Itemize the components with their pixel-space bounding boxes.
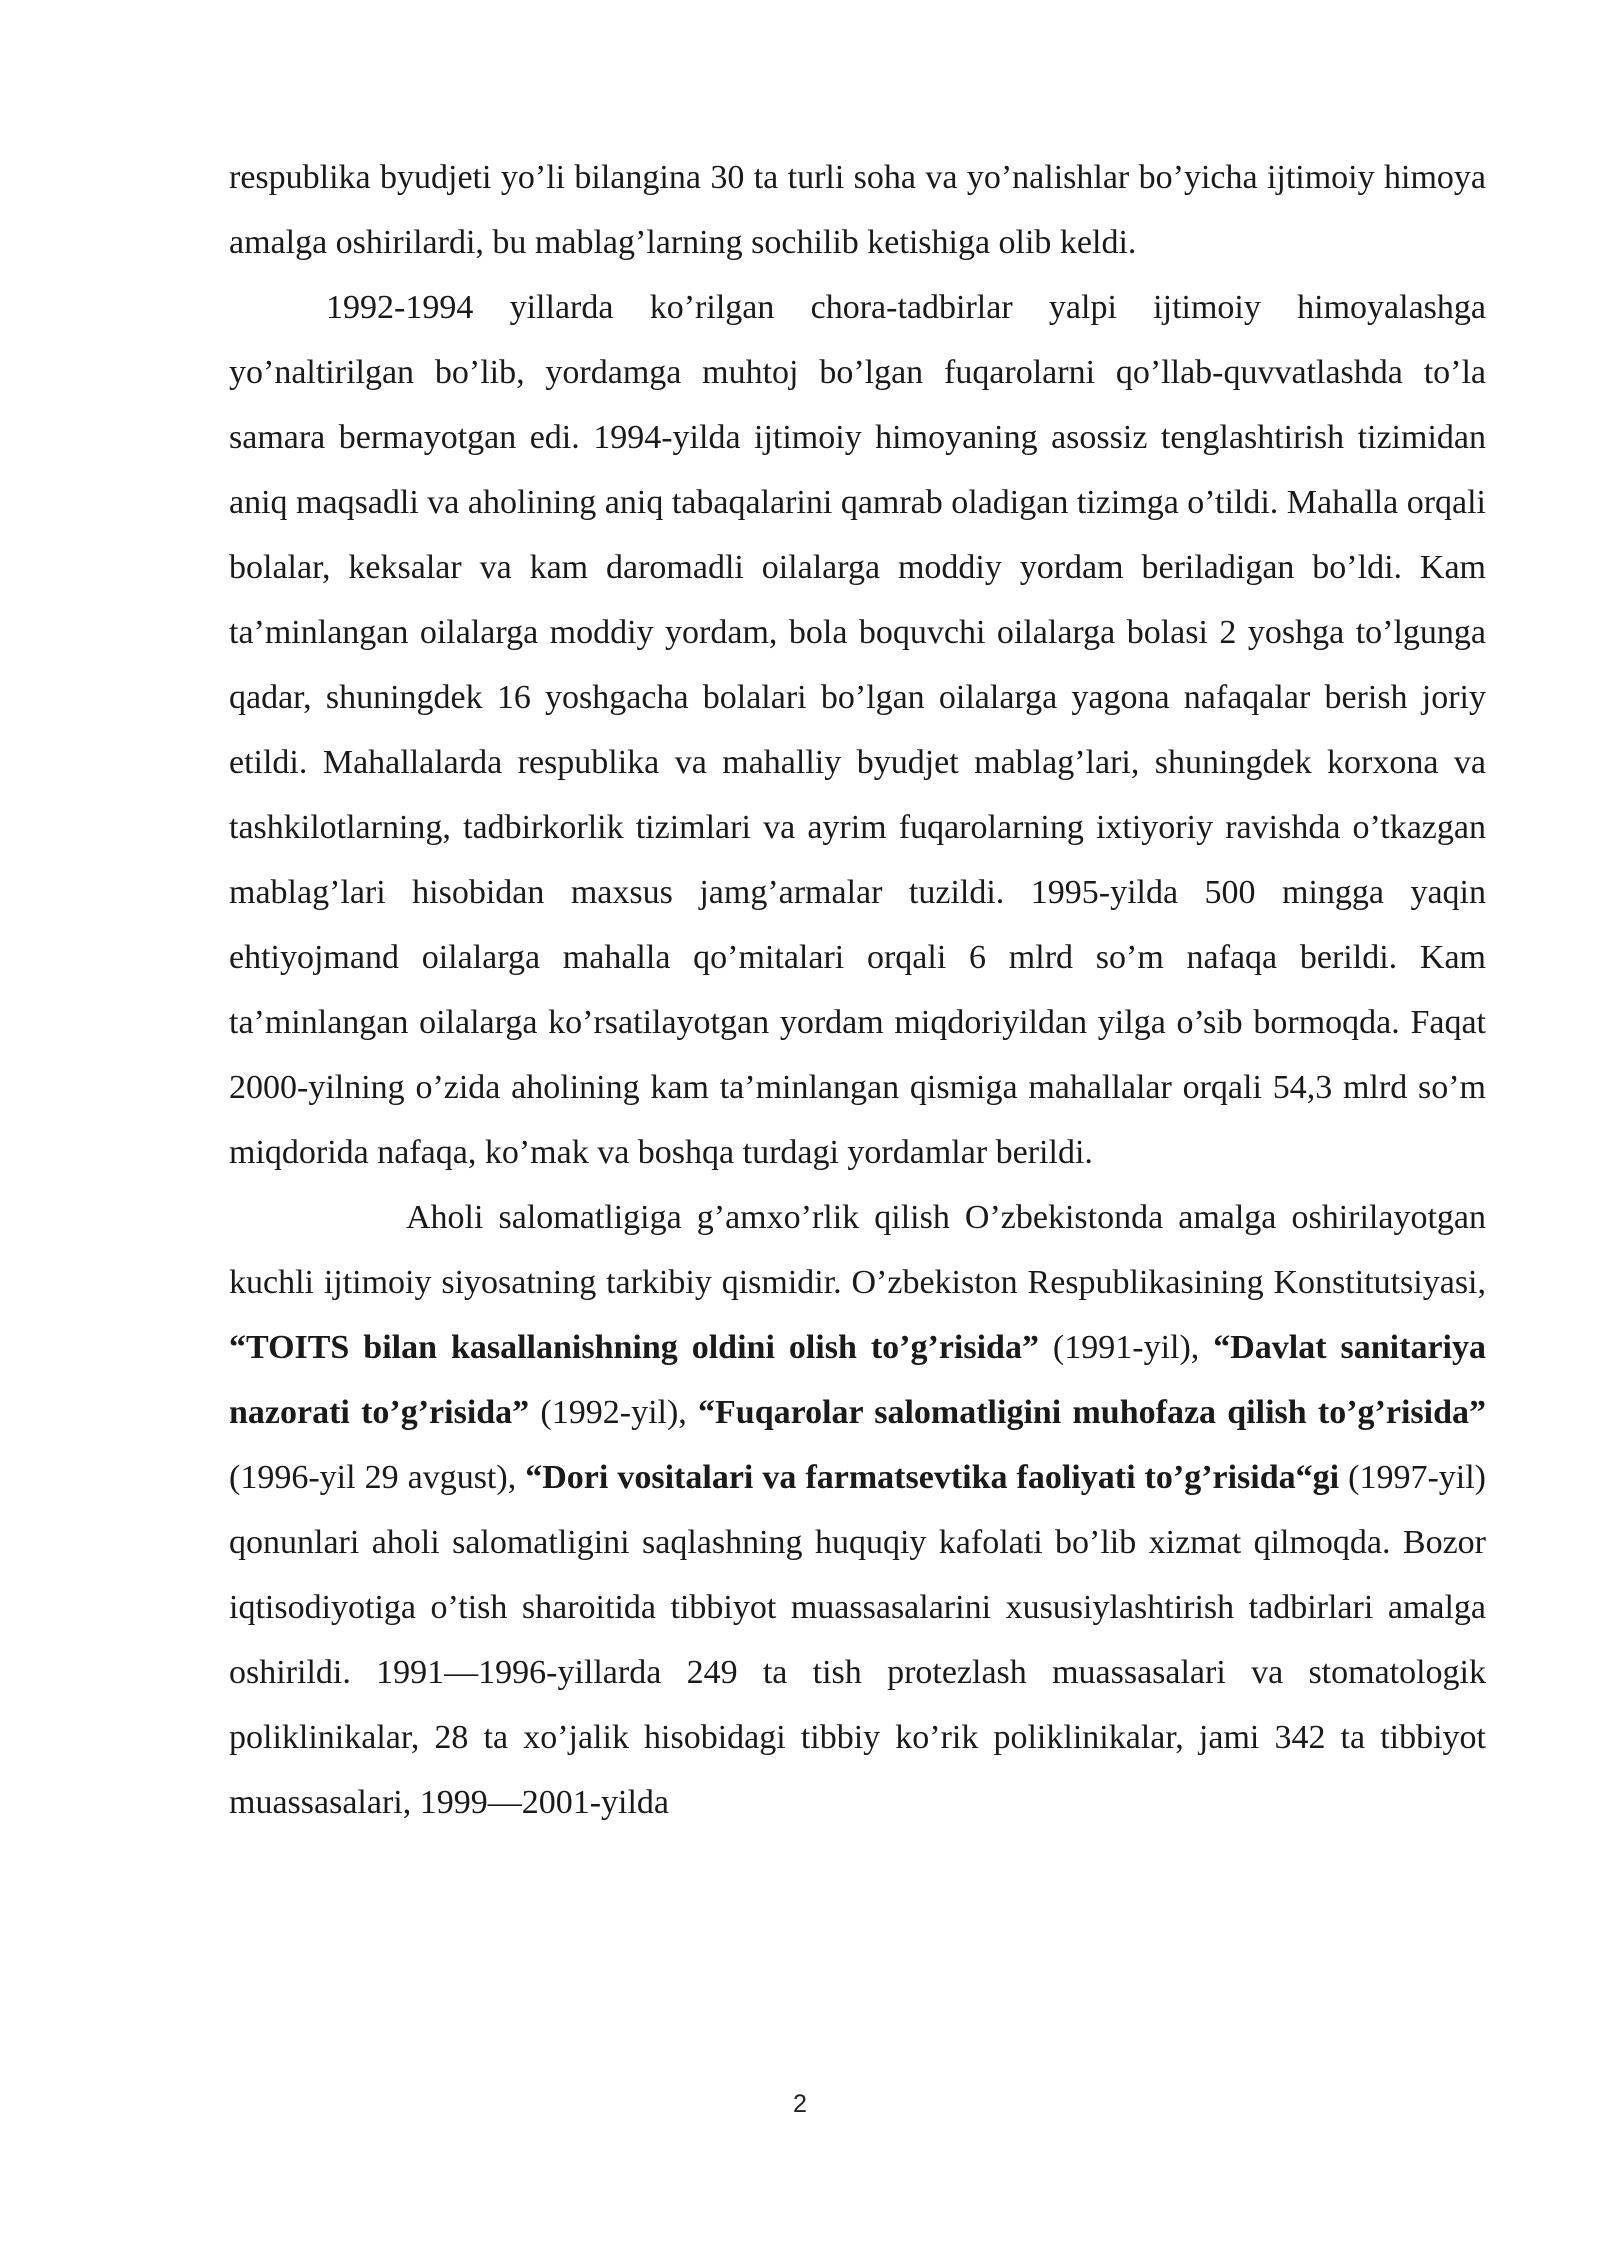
- document-body: [229, 145, 1486, 1835]
- paragraph-2: [229, 275, 1486, 1185]
- text-run: (1992-yil),: [529, 1394, 699, 1431]
- text-run: (1997-yil) qonunlari aholi salomatligini saqlashning huquqiy kafolati bo’lib xizmat qilmoqda. Bozor iqtisodiyotiga o’tish sharoitida tibbiyot muassasalarini xususiylashtirish tadbirlari amalga oshirildi. 1991—1996-yillarda 249 ta tish protezlash muassasalari va stomatologik poliklinikalar, 28 ta xo’jalik hisobidagi tibbiy ko’rik poliklinikalar, jami 342 ta tibbiyot muassasalari, 1999—2001-yilda: [229, 1459, 1486, 1821]
- paragraph-1: [229, 145, 1486, 275]
- text-run: respublika byudjeti yo’li bilangina 30 ta turli soha va yo’nalishlar bo’yicha ijtimoiy himoya amalga oshirilardi, bu mablag’larning sochilib ketishiga olib keldi.: [229, 159, 1486, 261]
- law-title-bold: “Dori vositalari va farmatsevtika faoliyati to’g’risida“gi: [525, 1459, 1340, 1496]
- law-title-bold: “Davlat sanitariya nazorati to’g’risida”: [229, 1329, 1486, 1431]
- law-title-bold: “TOITS bilan kasallanishning oldini olish to’g’risida”: [229, 1329, 1039, 1366]
- text-run: (1996-yil 29 avgust),: [229, 1459, 526, 1496]
- page-number: 2: [793, 2090, 807, 2118]
- text-run: 1992-1994 yillarda ko’rilgan chora-tadbirlar yalpi ijtimoiy himoyalashga yo’naltirilgan bo’lib, yordamga muhtoj bo’lgan fuqarolarni qo’llab-quvvatlashda to’la samara bermayotgan edi. 1994-yilda ijtimoiy himoyaning asossiz tenglashtirish tizimidan aniq maqsadli va aholining aniq tabaqalarini qamrab oladigan tizimga o’tildi. Mahalla orqali bolalar, keksalar va kam daromadli oilalarga moddiy yordam beriladigan bo’ldi. Kam ta’minlangan oilalarga moddiy yordam, bola boquvchi oilalarga bolasi 2 yoshga to’lgunga qadar, shuningdek 16 yoshgacha bolalari bo’lgan oilalarga yagona nafaqalar berish joriy etildi. Mahallalarda respublika va mahalliy byudjet mablag’lari, shuningdek korxona va tashkilotlarning, tadbirkorlik tizimlari va ayrim fuqarolarning ixtiyoriy ravishda o’tkazgan mablag’lari hisobidan maxsus jamg’armalar tuzildi. 1995-yilda 500 mingga yaqin ehtiyojmand oilalarga mahalla qo’mitalari orqali 6 mlrd so’m nafaqa berildi. Kam ta’minlangan oilalarga ko’rsatilayotgan yordam miqdoriyildan yilga o’sib bormoqda. Faqat 2000-yilning o’zida aholining kam ta’minlangan qismiga mahallalar orqali 54,3 mlrd so’m miqdorida nafaqa, ko’mak va boshqa turdagi yordamlar berildi.: [229, 289, 1487, 1171]
- text-run: (1991-yil),: [1038, 1329, 1214, 1366]
- text-run: Aholi salomatligiga g’amxo’rlik qilish O’zbekistonda amalga oshirilayotgan kuchli ijtimoiy siyosatning tarkibiy qismidir. O’zbekiston Respublikasining Konstitutsiyasi,: [229, 1199, 1486, 1301]
- law-title-bold: “Fuqarolar salomatligini muhofaza qilish to’g’risida”: [698, 1394, 1486, 1431]
- paragraph-3: [229, 1185, 1486, 1835]
